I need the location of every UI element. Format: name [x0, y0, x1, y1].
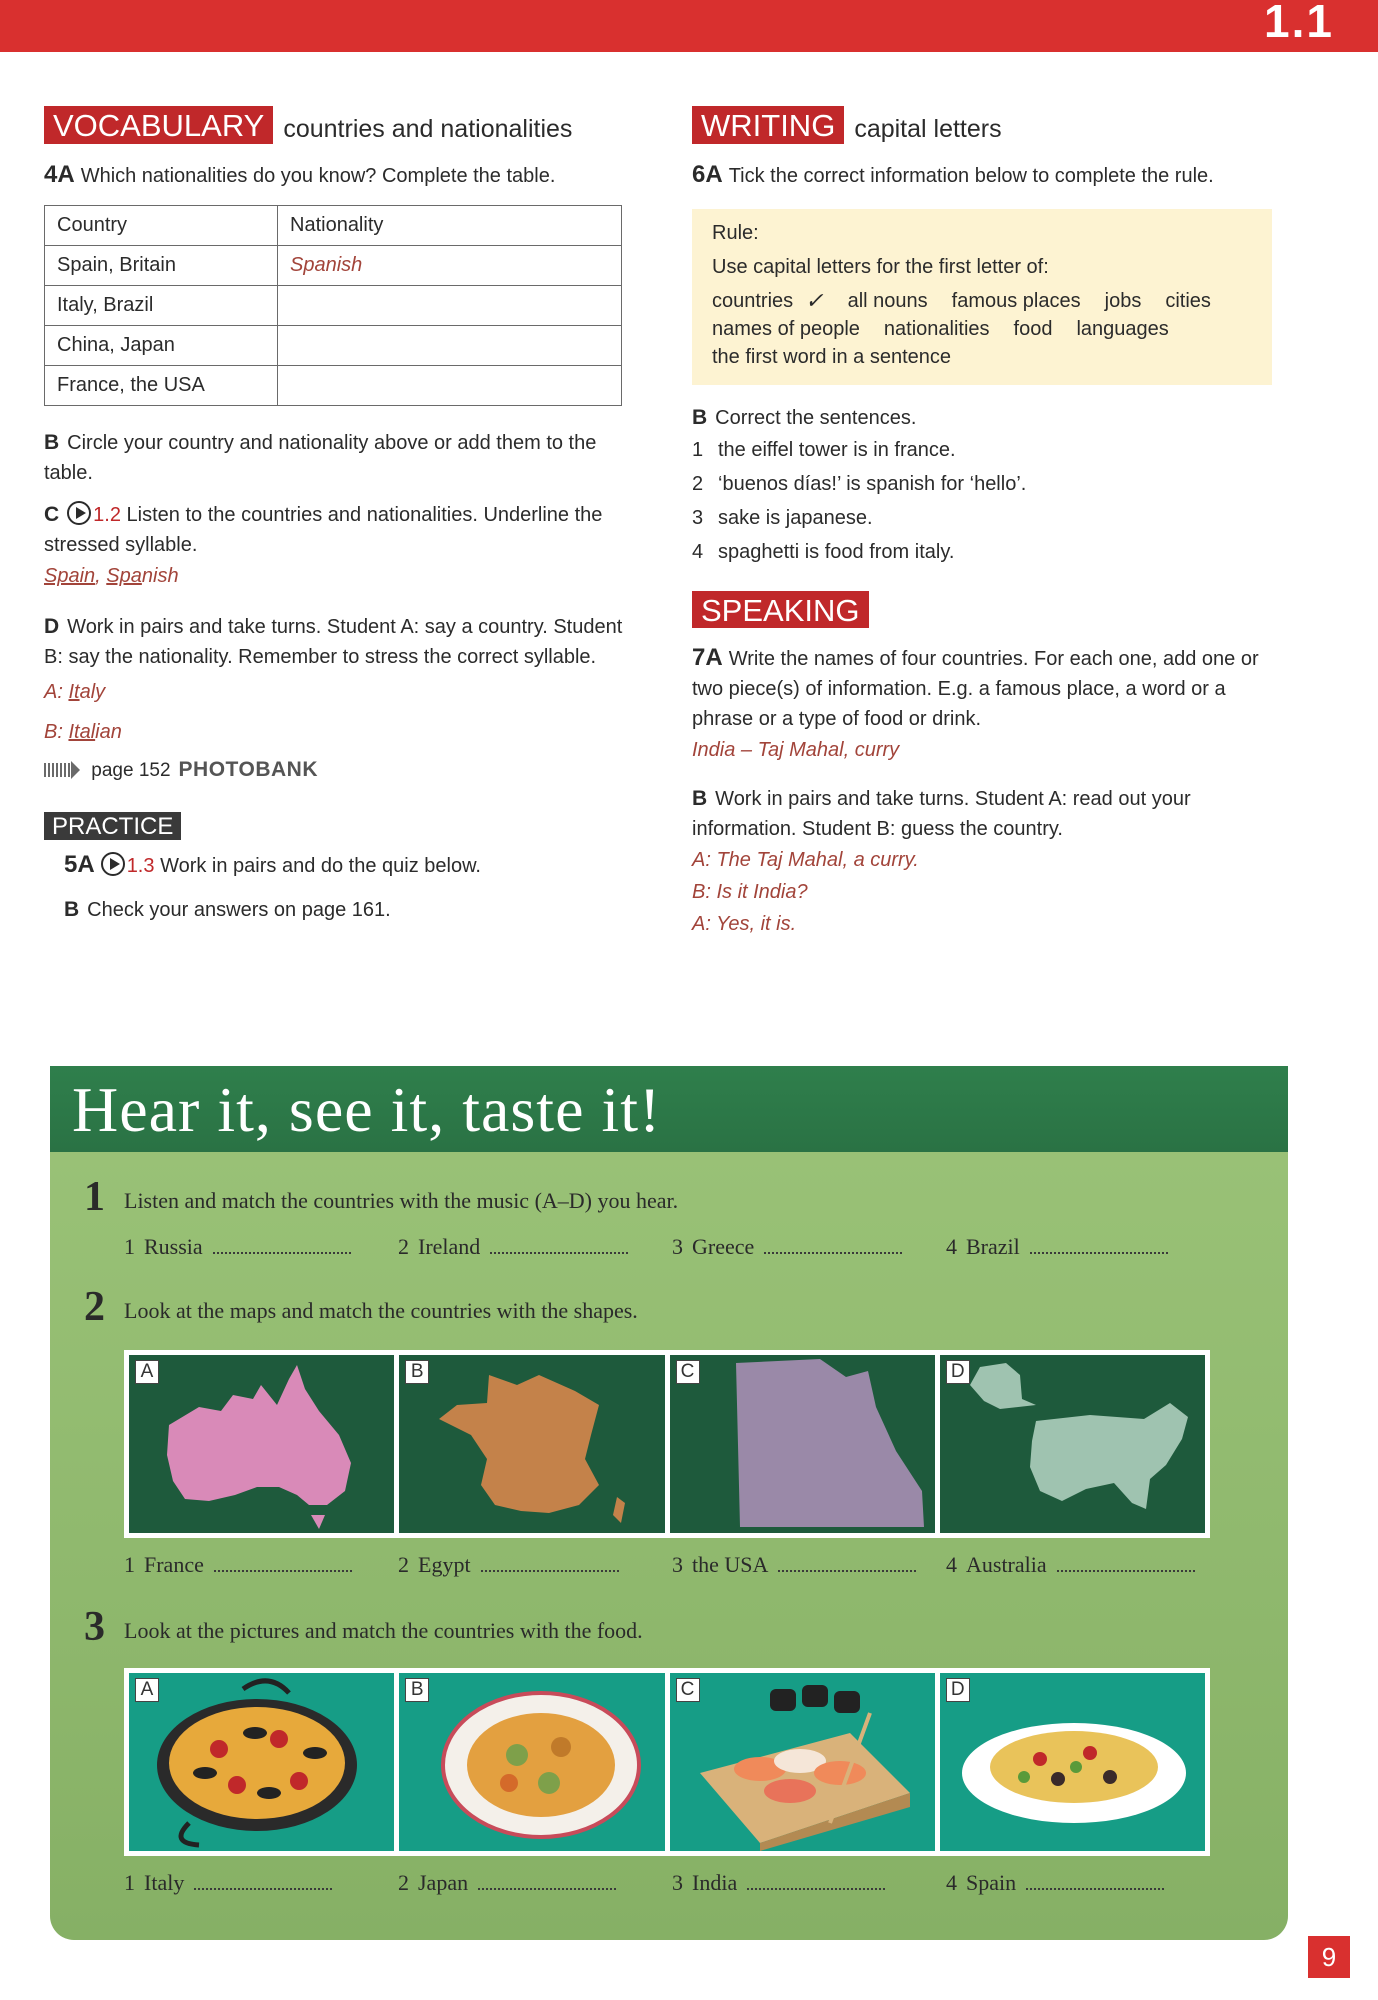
- item-label: the USA: [692, 1552, 769, 1577]
- table-row: [45, 366, 622, 406]
- match-item: [672, 1234, 946, 1260]
- match-item: [946, 1552, 1220, 1578]
- answer-blank[interactable]: [1057, 1558, 1195, 1572]
- speaking-heading: [692, 593, 1292, 629]
- rule-option[interactable]: jobs: [1104, 290, 1142, 312]
- map-image-a[interactable]: [129, 1355, 394, 1533]
- table-row: [45, 246, 622, 286]
- question-4d: [44, 612, 644, 672]
- item-label: France: [144, 1552, 204, 1577]
- item-number: 4: [946, 1552, 957, 1577]
- nationality-cell[interactable]: [278, 366, 622, 406]
- question-letter: B: [692, 406, 708, 429]
- question-letter: B: [64, 898, 80, 921]
- item-label: Russia: [144, 1234, 203, 1259]
- dialogue-line: A: The Taj Mahal, a curry.: [692, 849, 919, 871]
- question-6b: [692, 403, 1292, 433]
- answer-blank[interactable]: [194, 1876, 332, 1890]
- rule-intro: Use capital letters for the first letter of:: [712, 256, 1049, 278]
- rule-box: [692, 209, 1272, 385]
- rule-option[interactable]: countries: [712, 290, 794, 312]
- question-7b: [692, 784, 1292, 844]
- practice-heading: [44, 812, 644, 842]
- map-image-d[interactable]: [940, 1355, 1205, 1533]
- image-label: A: [135, 1678, 159, 1702]
- question-text: Correct the sentences.: [715, 407, 917, 429]
- practice-tag: PRACTICE: [44, 812, 181, 840]
- quiz-question-number: 1: [84, 1174, 105, 1220]
- sushi-board-icon: [670, 1673, 935, 1851]
- column-header-nationality: Nationality: [278, 206, 622, 246]
- quiz-question-number: 3: [84, 1604, 105, 1650]
- example-line-2: [44, 716, 644, 748]
- food-image-d[interactable]: [940, 1673, 1205, 1851]
- list-item: [692, 535, 1292, 569]
- unstressed-part: nish: [141, 565, 179, 587]
- match-item: [398, 1870, 672, 1896]
- quiz-instruction: Look at the pictures and match the countries with the food.: [124, 1618, 643, 1643]
- sentence-text: spaghetti is food from italy.: [718, 541, 955, 563]
- question-letter: C: [44, 503, 60, 526]
- item-label: India: [692, 1870, 738, 1895]
- example-answer: India – Taj Mahal, curry: [692, 739, 900, 761]
- tick-mark-icon: ✓: [805, 288, 824, 313]
- question-6a: [692, 160, 1292, 191]
- answer-blank[interactable]: [490, 1240, 628, 1254]
- item-label: Brazil: [966, 1234, 1020, 1259]
- rule-option[interactable]: all nouns: [847, 290, 928, 312]
- writing-subtitle: capital letters: [854, 115, 1002, 143]
- paella-icon: [129, 1673, 394, 1851]
- image-label: A: [135, 1360, 159, 1384]
- item-label: Italy: [144, 1870, 185, 1895]
- sentence-text: sake is japanese.: [718, 507, 873, 529]
- left-column: [44, 104, 644, 925]
- example-stress: [44, 560, 644, 592]
- vocabulary-heading: [44, 104, 644, 144]
- answer-blank[interactable]: [1026, 1876, 1164, 1890]
- item-number: 1: [124, 1234, 135, 1259]
- egypt-shape-icon: [670, 1355, 935, 1533]
- answer-blank[interactable]: [213, 1240, 351, 1254]
- map-image-b[interactable]: [399, 1355, 664, 1533]
- match-item: [124, 1552, 398, 1578]
- item-number: 1: [124, 1552, 135, 1577]
- image-label: B: [405, 1678, 429, 1702]
- rule-option[interactable]: cities: [1165, 290, 1211, 312]
- rule-option[interactable]: languages: [1076, 318, 1169, 340]
- photobank-link[interactable]: [44, 758, 644, 782]
- quiz-panel: [50, 1066, 1288, 1940]
- question-number: 5A: [64, 851, 95, 878]
- question-text: Tick the correct information below to complete the rule.: [728, 165, 1214, 187]
- item-number: 3: [672, 1870, 683, 1895]
- question-4c: [44, 500, 644, 560]
- item-number: 4: [946, 1234, 957, 1259]
- country-cell: Italy, Brazil: [45, 286, 278, 326]
- question-7a: [692, 643, 1292, 734]
- question-text: Work in pairs and take turns. Student A: say a country. Student B: say the nationality. Remember to stress the correct syllable.: [44, 616, 623, 668]
- item-number: 1: [124, 1870, 135, 1895]
- match-item: [946, 1870, 1220, 1896]
- question-letter: B: [692, 787, 708, 810]
- list-item: [692, 433, 1292, 467]
- match-item: [398, 1234, 672, 1260]
- sentence-text: ‘buenos días!’ is spanish for ‘hello’.: [718, 473, 1027, 495]
- table-row: [45, 326, 622, 366]
- question-letter: B: [44, 431, 60, 454]
- sentence-list: [692, 433, 1292, 569]
- item-number: 3: [672, 1552, 683, 1577]
- item-number: 1: [692, 439, 704, 461]
- rule-options-row: [712, 287, 1252, 315]
- writing-heading: [692, 104, 1292, 144]
- match-row-music: [124, 1234, 1220, 1260]
- match-item: [398, 1552, 672, 1578]
- arrow-icon: [44, 763, 72, 777]
- table-row: [45, 286, 622, 326]
- rule-option[interactable]: famous places: [951, 290, 1081, 312]
- answer-blank[interactable]: [764, 1240, 902, 1254]
- top-color-bar: [0, 0, 1378, 52]
- rule-option[interactable]: names of people: [712, 318, 860, 340]
- item-number: 2: [398, 1234, 409, 1259]
- question-text: Work in pairs and do the quiz below.: [160, 855, 481, 877]
- photobank-label: PHOTOBANK: [178, 758, 318, 781]
- rule-option[interactable]: food: [1013, 318, 1053, 340]
- pasta-plate-icon: [940, 1673, 1205, 1851]
- item-label: Spain: [966, 1870, 1017, 1895]
- question-4a: [44, 160, 644, 191]
- match-item: [672, 1552, 946, 1578]
- question-text: Check your answers on page 161.: [87, 899, 391, 921]
- speaker: A:: [44, 681, 69, 703]
- nationality-cell[interactable]: Spanish: [278, 246, 622, 286]
- match-row-food: [124, 1870, 1220, 1896]
- item-label: Greece: [692, 1234, 755, 1259]
- item-label: Ireland: [418, 1234, 481, 1259]
- quiz-title: Hear it, see it, taste it!: [72, 1074, 662, 1145]
- item-number: 4: [946, 1870, 957, 1895]
- match-row-maps: [124, 1552, 1220, 1578]
- page-number: 9: [1308, 1936, 1350, 1978]
- stressed-syllable: Ital: [68, 721, 96, 743]
- item-number: 2: [398, 1870, 409, 1895]
- food-image-c[interactable]: [670, 1673, 935, 1851]
- answer-blank[interactable]: [214, 1558, 352, 1572]
- speaking-tag: SPEAKING: [692, 591, 869, 628]
- play-audio-icon[interactable]: [101, 852, 125, 876]
- country-cell: France, the USA: [45, 366, 278, 406]
- rule-option[interactable]: nationalities: [883, 318, 990, 340]
- australia-shape-icon: [129, 1355, 394, 1533]
- separator: ,: [95, 565, 107, 587]
- rule-title: Rule:: [712, 222, 759, 244]
- item-number: 4: [692, 541, 704, 563]
- example-line-1: [44, 676, 644, 708]
- item-number: 2: [692, 473, 704, 495]
- question-letter: D: [44, 615, 60, 638]
- audio-track-number: 1.3: [126, 855, 155, 877]
- stressed-syllable: Spain: [44, 565, 96, 587]
- writing-tag: WRITING: [692, 106, 844, 144]
- answer-blank[interactable]: [1030, 1240, 1168, 1254]
- dialogue-line: B: Is it India?: [692, 881, 808, 903]
- quiz-header: [50, 1066, 1288, 1152]
- item-label: Australia: [966, 1552, 1047, 1577]
- france-shape-icon: [399, 1355, 664, 1533]
- question-text: Listen to the countries and nationalities. Underline the stressed syllable.: [44, 504, 603, 556]
- item-label: Japan: [418, 1870, 469, 1895]
- image-label: B: [405, 1360, 429, 1384]
- rule-option[interactable]: the first word in a sentence: [712, 346, 952, 368]
- quiz-instruction: Listen and match the countries with the music (A–D) you hear.: [124, 1188, 679, 1213]
- question-number: 6A: [692, 161, 723, 188]
- match-item: [124, 1234, 398, 1260]
- food-image-b[interactable]: [399, 1673, 664, 1851]
- answer-blank[interactable]: [778, 1558, 916, 1572]
- unstressed-part: ian: [95, 721, 122, 743]
- answer-blank[interactable]: [747, 1876, 885, 1890]
- country-cell: China, Japan: [45, 326, 278, 366]
- question-number: 7A: [692, 644, 723, 671]
- item-number: 3: [692, 507, 704, 529]
- play-audio-icon[interactable]: [67, 501, 91, 525]
- list-item: [692, 501, 1292, 535]
- table-header-row: [45, 206, 622, 246]
- map-image-c[interactable]: [670, 1355, 935, 1533]
- vocabulary-tag: VOCABULARY: [44, 106, 273, 144]
- usa-shape-icon: [940, 1355, 1205, 1533]
- match-item: [946, 1234, 1220, 1260]
- unit-number: 1.1: [1264, 0, 1334, 47]
- question-number: 4A: [44, 161, 75, 188]
- map-images-strip: [124, 1350, 1210, 1538]
- stressed-syllable: Spa: [106, 565, 142, 587]
- audio-track-number: 1.2: [93, 504, 121, 526]
- question-5a: [64, 850, 644, 881]
- nationality-cell[interactable]: [278, 286, 622, 326]
- image-label: D: [946, 1678, 970, 1702]
- match-item: [124, 1870, 398, 1896]
- rule-options-row: [712, 343, 1252, 371]
- food-image-a[interactable]: [129, 1673, 394, 1851]
- answer-blank[interactable]: [478, 1876, 616, 1890]
- nationality-cell[interactable]: [278, 326, 622, 366]
- unstressed-part: aly: [79, 681, 106, 703]
- question-text: Circle your country and nationality above or add them to the table.: [44, 432, 597, 484]
- image-label: C: [676, 1678, 700, 1702]
- question-5b: [64, 895, 644, 925]
- question-text: Work in pairs and take turns. Student A: read out your information. Student B: guess the country.: [692, 788, 1191, 840]
- answer-blank[interactable]: [481, 1558, 619, 1572]
- image-label: D: [946, 1360, 970, 1384]
- match-item: [672, 1870, 946, 1896]
- nationality-table: [44, 205, 622, 406]
- right-column: [692, 104, 1292, 940]
- question-text: Which nationalities do you know? Complete the table.: [80, 165, 556, 187]
- quiz-instruction: Look at the maps and match the countries with the shapes.: [124, 1298, 638, 1323]
- column-header-country: Country: [45, 206, 278, 246]
- food-images-strip: [124, 1668, 1210, 1856]
- rule-options-row: [712, 315, 1252, 343]
- photobank-page: page 152: [91, 760, 171, 781]
- item-label: Egypt: [418, 1552, 471, 1577]
- item-number: 2: [398, 1552, 409, 1577]
- stressed-syllable: It: [68, 681, 80, 703]
- list-item: [692, 467, 1292, 501]
- question-text: Write the names of four countries. For each one, add one or two piece(s) of information. E.g. a famous place, a word or a phrase or a type of food or drink.: [692, 648, 1259, 730]
- vocabulary-subtitle: countries and nationalities: [283, 115, 573, 143]
- speaker: B:: [44, 721, 69, 743]
- country-cell: Spain, Britain: [45, 246, 278, 286]
- item-number: 3: [672, 1234, 683, 1259]
- quiz-question-number: 2: [84, 1284, 105, 1330]
- sentence-text: the eiffel tower is in france.: [718, 439, 956, 461]
- image-label: C: [676, 1360, 700, 1384]
- dialogue-line: A: Yes, it is.: [692, 913, 797, 935]
- curry-plate-icon: [399, 1673, 664, 1851]
- question-4b: [44, 428, 644, 488]
